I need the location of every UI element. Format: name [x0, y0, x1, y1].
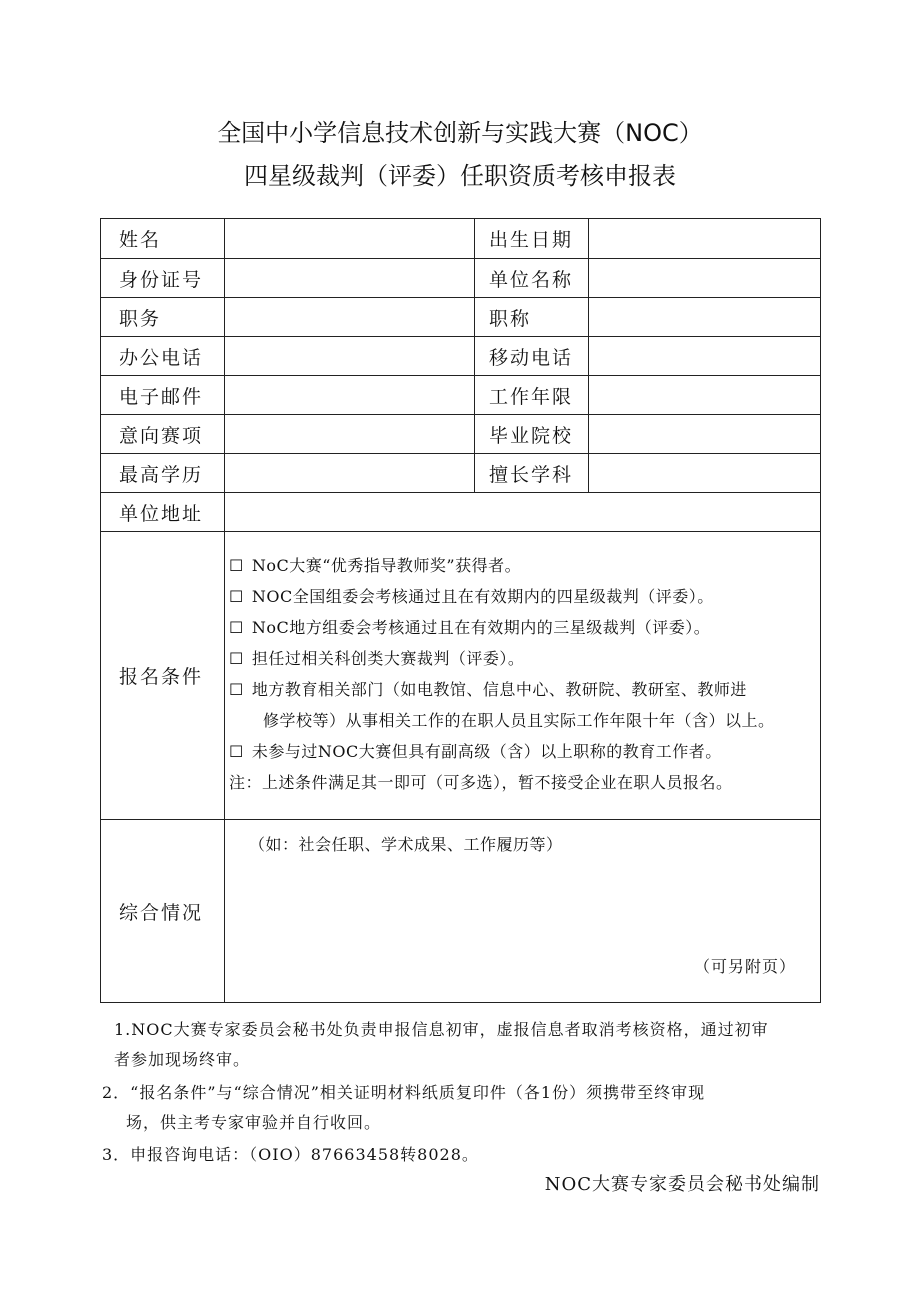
application-form-table: [100, 218, 821, 1003]
school-field[interactable]: [589, 415, 821, 454]
footer-note-3-line: 3．申报咨询电话：（OIO）87663458转8028。: [102, 1145, 479, 1164]
title-field[interactable]: [589, 298, 821, 337]
conditions-cell: [225, 532, 821, 820]
checkbox-icon[interactable]: ☐: [229, 741, 244, 761]
office-phone-field[interactable]: [225, 337, 475, 376]
condition-5-continued: 修学校等）从事相关工作的在职人员且实际工作年限十年（含）以上。: [263, 710, 775, 730]
footer-note-2-line-b: 场，供主考专家审验并自行收回。: [126, 1113, 382, 1132]
form-title-line2: 四星级裁判（评委）任职资质考核申报表: [244, 162, 676, 190]
label-birth-date: 出生日期: [475, 219, 589, 259]
birth-date-field[interactable]: [589, 219, 821, 259]
condition-6-text: 未参与过NOC大赛但具有副高级（含）以上职称的教育工作者。: [251, 741, 722, 761]
condition-1-text: NoC大赛“优秀指导教师奖”获得者。: [251, 555, 522, 575]
footer-note-1: [100, 1015, 834, 1075]
footer-note-1-line-a: 1.NOC大赛专家委员会秘书处负责申报信息初审，虚报信息者取消考核资格，通过初审: [114, 1020, 769, 1039]
subject-field[interactable]: [589, 454, 821, 493]
condition-3-text: NoC地方组委会考核通过且在有效期内的三星级裁判（评委）。: [251, 617, 711, 637]
mobile-phone-field[interactable]: [589, 337, 821, 376]
work-years-field[interactable]: [589, 376, 821, 415]
label-subject: 擅长学科: [475, 454, 589, 493]
compiled-by: NOC大赛专家委员会秘书处编制: [544, 1174, 820, 1195]
checkbox-icon[interactable]: ☐: [229, 555, 244, 575]
condition-4[interactable]: [229, 643, 810, 674]
label-education: 最高学历: [101, 454, 225, 493]
checkbox-icon[interactable]: ☐: [229, 586, 244, 606]
label-event: 意向赛项: [101, 415, 225, 454]
label-address: 单位地址: [101, 493, 225, 532]
condition-4-text: 担任过相关科创类大赛裁判（评委）。: [251, 648, 525, 668]
condition-5[interactable]: [229, 674, 810, 705]
footer-note-2: [100, 1078, 822, 1138]
checkbox-icon[interactable]: ☐: [229, 648, 244, 668]
label-conditions: 报名条件: [101, 532, 225, 820]
label-id-number: 身份证号: [101, 259, 225, 298]
id-number-field[interactable]: [225, 259, 475, 298]
label-office-phone: 办公电话: [101, 337, 225, 376]
summary-extra-pages-note: （可另附页）: [693, 957, 796, 976]
condition-1[interactable]: [229, 550, 810, 581]
checkbox-icon[interactable]: ☐: [229, 679, 244, 699]
footer-note-3: [100, 1140, 822, 1170]
email-field[interactable]: [225, 376, 475, 415]
condition-6[interactable]: [229, 736, 810, 767]
employer-field[interactable]: [589, 259, 821, 298]
position-field[interactable]: [225, 298, 475, 337]
name-field[interactable]: [225, 219, 475, 259]
label-summary: 综合情况: [101, 820, 225, 1003]
label-work-years: 工作年限: [475, 376, 589, 415]
label-employer: 单位名称: [475, 259, 589, 298]
checkbox-icon[interactable]: ☐: [229, 617, 244, 637]
condition-5-text-a: 地方教育相关部门（如电教馆、信息中心、教研院、教研室、教师进: [251, 679, 747, 699]
footer-note-2-line-a: 2．“报名条件”与“综合情况”相关证明材料纸质复印件（各1份）须携带至终审现: [102, 1083, 706, 1102]
label-school: 毕业院校: [475, 415, 589, 454]
summary-hint: （如：社会任职、学术成果、工作履历等）: [249, 835, 563, 854]
condition-3[interactable]: [229, 612, 810, 643]
form-title-line1: 全国中小学信息技术创新与实践大赛（NOC）: [217, 119, 703, 147]
label-name: 姓名: [101, 219, 225, 259]
conditions-note: 注：上述条件满足其一即可（可多选），暂不接受企业在职人员报名。: [229, 772, 733, 792]
education-field[interactable]: [225, 454, 475, 493]
label-email: 电子邮件: [101, 376, 225, 415]
label-position: 职务: [101, 298, 225, 337]
condition-2-text: NOC全国组委会考核通过且在有效期内的四星级裁判（评委）。: [251, 586, 714, 606]
address-field[interactable]: [225, 493, 821, 532]
label-title: 职称: [475, 298, 589, 337]
label-mobile-phone: 移动电话: [475, 337, 589, 376]
footer-note-1-line-b: 者参加现场终审。: [114, 1050, 251, 1069]
condition-2[interactable]: [229, 581, 810, 612]
event-field[interactable]: [225, 415, 475, 454]
summary-field[interactable]: [225, 820, 821, 1003]
